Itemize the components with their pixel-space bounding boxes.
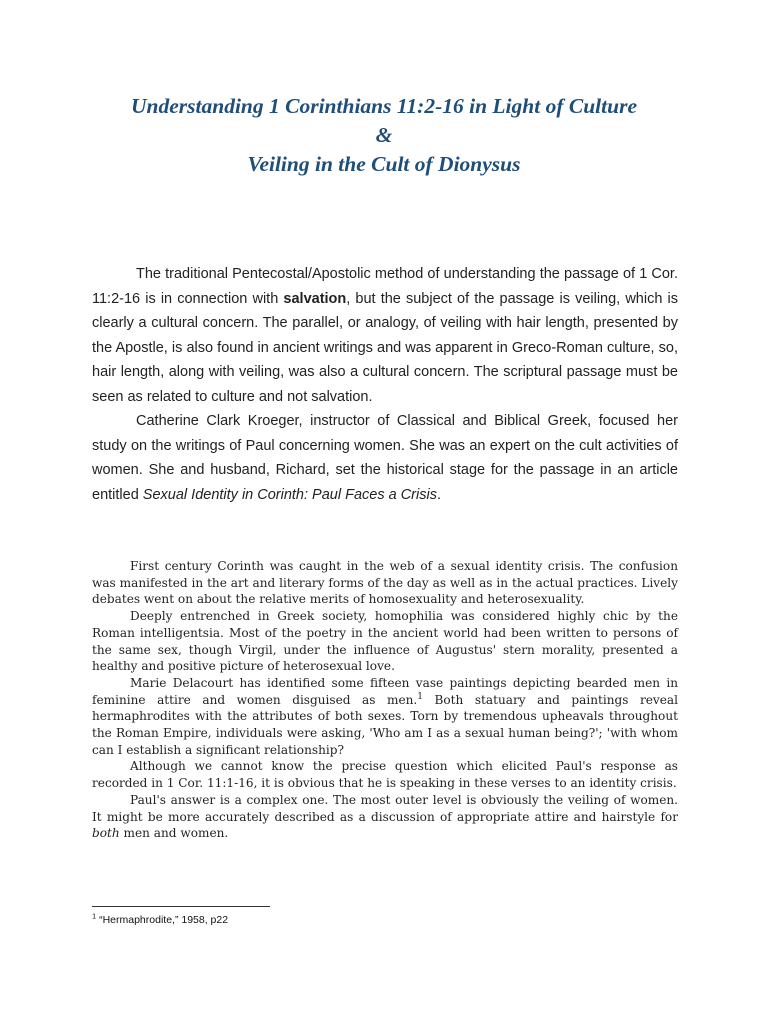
quote-paragraph-3-rest: Both statuary and paintings reveal hermaphrodites with the attributes of both sexes. Torn by tremendous upheavals throughout the Roman Empire, individuals were asking, 'Who am I as a sexual human being?'; 'with whom can I establish a significant relationship?	[92, 692, 679, 757]
footnote-divider	[92, 906, 270, 907]
footnote-marker: 1	[92, 911, 97, 921]
paragraph-1-text: The traditional Pentecostal/Apostolic method of understanding the passage of 1 Cor. 11:2-16 is in connection with	[92, 266, 678, 307]
paragraph-2-end: .	[436, 486, 441, 503]
quote-paragraph-5	[92, 792, 678, 842]
title-line-2: Veiling in the Cult of Dionysus	[247, 152, 521, 176]
paragraph-1-rest: , but the subject of the passage is veiling, which is clearly a cultural concern. The parallel, or analogy, of veiling with hair length, presented by the Apostle, is also found in ancient writings and was apparent in Greco-Roman culture, so, hair length, along with veiling, was also a cultural concern. The scriptural passage must be seen as related to culture and not salvation.	[92, 290, 678, 405]
footnote-text: “Hermaphrodite,” 1958, p22	[96, 914, 229, 926]
quote-paragraph-5-end: men and women.	[119, 826, 229, 841]
quote-paragraph-2: Deeply entrenched in Greek society, homophilia was considered highly chic by the Roman intelligentsia. Most of the poetry in the ancient world had been written to persons of the same sex, though Virgil, under the influence of Augustus' stern morality, presented a healthy and positive picture of heterosexual love.	[92, 609, 678, 674]
paragraph-2-text: Catherine Clark Kroeger, instructor of Classical and Biblical Greek, focused her study on the writings of Paul concerning women. She was an expert on the cult activities of women. She and husband, Richard, set the historical stage for the passage in an article entitled	[92, 413, 678, 503]
quote-paragraph-3	[92, 675, 678, 759]
footnote-reference[interactable]: 1	[417, 691, 423, 702]
quote-paragraph-3-text: Marie Delacourt has identified some fifteen vase paintings depicting bearded men in feminine attire and women disguised as men.	[92, 675, 678, 707]
salvation-bold: salvation	[283, 290, 347, 307]
document-title	[60, 92, 708, 179]
quote-paragraph-4: Although we cannot know the precise question which elicited Paul's response as recorded in 1 Cor. 11:1-16, it is obvious that he is speaking in these verses to an identity crisis.	[92, 759, 678, 791]
footnote	[92, 911, 229, 926]
body-text	[92, 262, 678, 507]
title-line-1: Understanding 1 Corinthians 11:2-16 in Light of Culture	[131, 94, 637, 118]
title-ampersand: &	[375, 123, 393, 147]
paragraph-2	[92, 409, 678, 507]
quote-paragraph-5-text: Paul's answer is a complex one. The most outer level is obviously the veiling of women. It might be more accurately described as a discussion of appropriate attire and hairstyle for	[92, 792, 678, 824]
block-quote	[92, 558, 678, 842]
paragraph-1	[92, 262, 678, 409]
both-italic: both	[92, 826, 120, 841]
quote-paragraph-1: First century Corinth was caught in the web of a sexual identity crisis. The confusion was manifested in the art and literary forms of the day as well as in the actual practices. Lively debates went on about the relative merits of homosexuality and heterosexuality.	[92, 559, 678, 607]
article-title: Sexual Identity in Corinth: Paul Faces a Crisis	[142, 486, 437, 503]
